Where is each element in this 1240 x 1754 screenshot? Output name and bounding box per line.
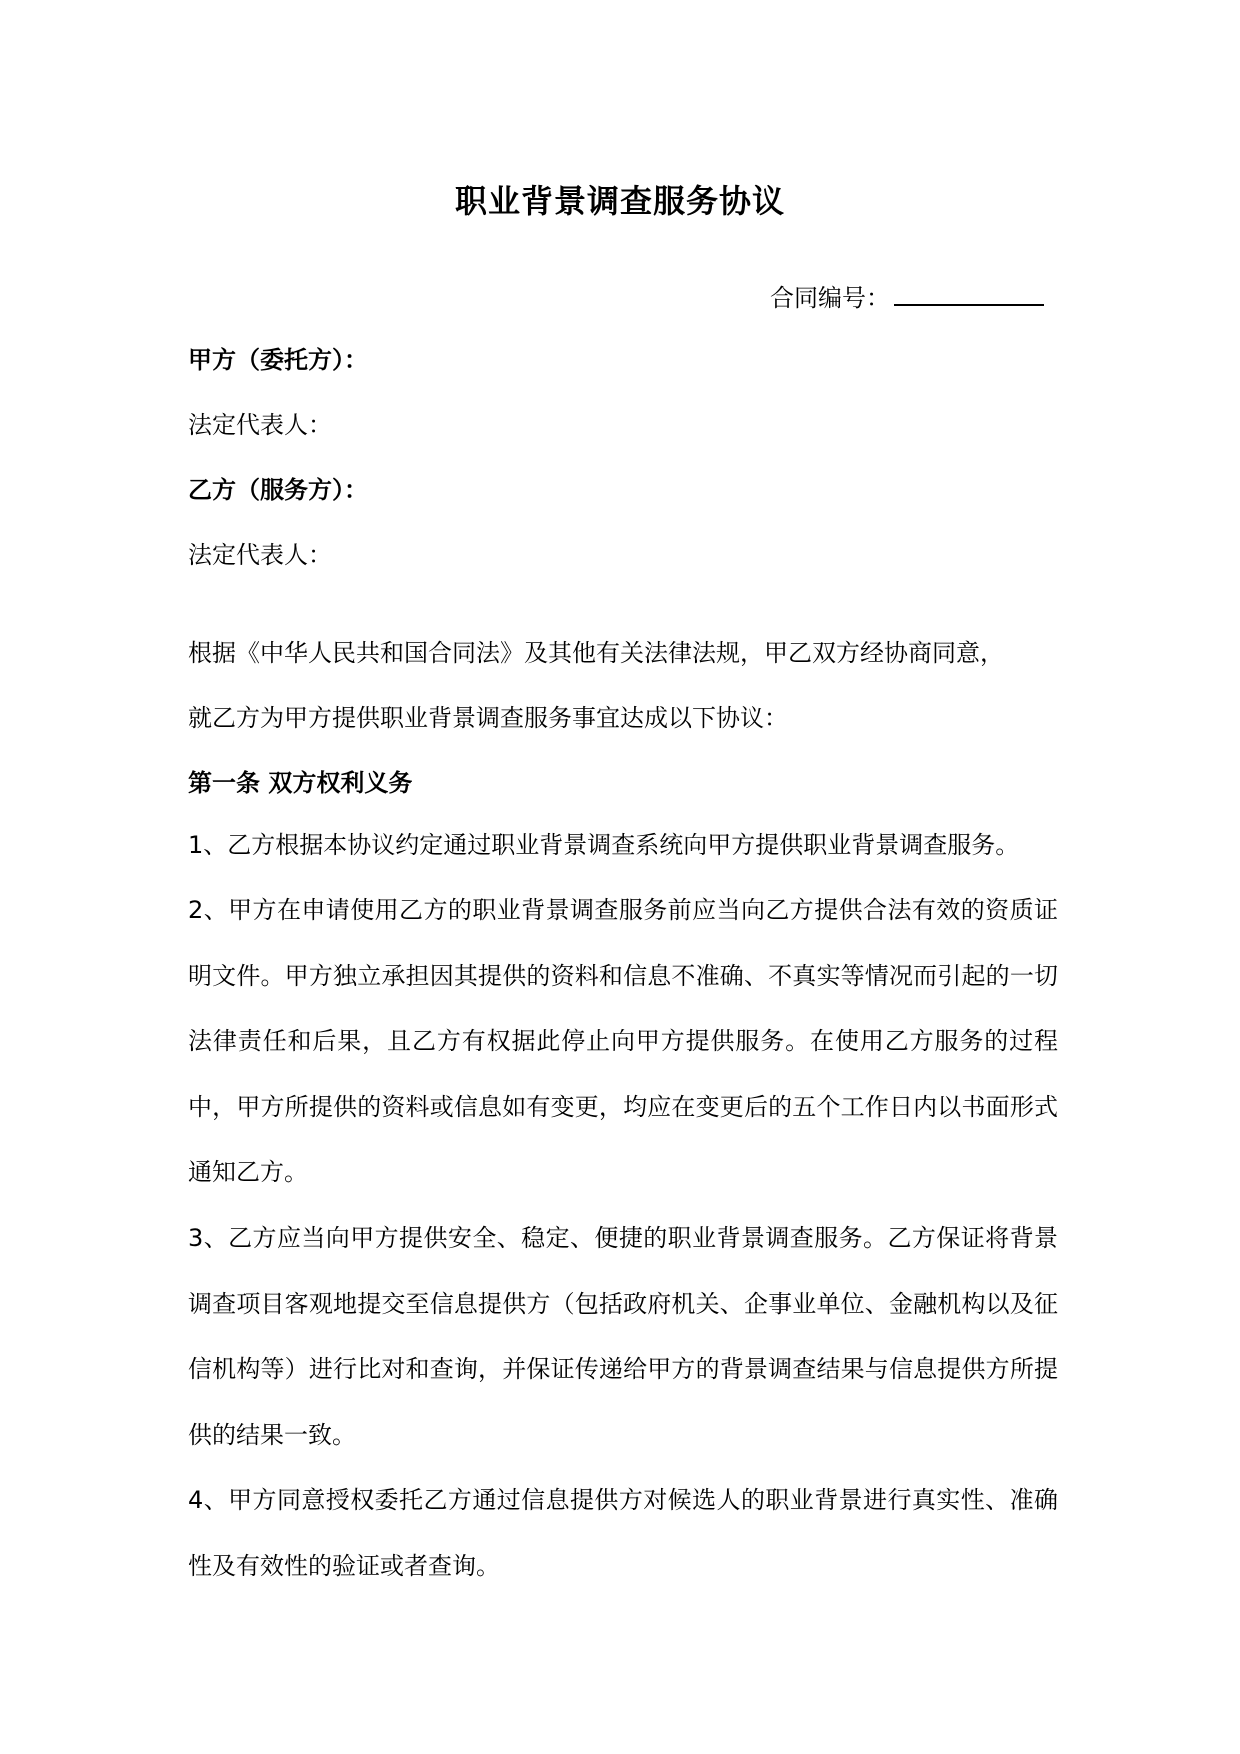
clause-4-text: 4、甲方同意授权委托乙方通过信息提供方对候选人的职业背景进行真实性、准确性及有效性的验证或者查询。 [188, 1486, 1058, 1580]
party-b-rep-label: 法定代表人： [188, 541, 332, 569]
clause-4 [188, 1468, 1058, 1599]
clause-3-text: 3、乙方应当向甲方提供安全、稳定、便捷的职业背景调查服务。乙方保证将背景调查项目客观地提交至信息提供方（包括政府机关、企事业单位、金融机构以及征信机构等）进行比对和查询，并保证传递给甲方的背景调查结果与信息提供方所提供的结果一致。 [188, 1224, 1058, 1449]
clause-2-text: 2、甲方在申请使用乙方的职业背景调查服务前应当向乙方提供合法有效的资质证明文件。甲方独立承担因其提供的资料和信息不准确、不真实等情况而引起的一切法律责任和后果，且乙方有权据此停止向甲方提供服务。在使用乙方服务的过程中，甲方所提供的资料或信息如有变更，均应在变更后的五个工作日内以书面形式通知乙方。 [188, 896, 1058, 1186]
clause-3 [188, 1206, 1058, 1468]
clause-1-text: 1、乙方根据本协议约定通过职业背景调查系统向甲方提供职业背景调查服务。 [188, 831, 1020, 859]
clause-2 [188, 878, 1058, 1206]
contract-number-blank [894, 282, 1044, 306]
clause-1 [188, 813, 1058, 879]
preamble-line-1: 根据《中华人民共和国合同法》及其他有关法律法规，甲乙双方经协商同意， [188, 639, 1004, 667]
contract-number-label: 合同编号： [770, 284, 890, 312]
party-a-heading: 甲方（委托方）： [188, 346, 368, 374]
preamble-line-2: 就乙方为甲方提供职业背景调查服务事宜达成以下协议： [188, 704, 788, 732]
article-1-heading: 第一条 双方权利义务 [188, 769, 413, 797]
party-b-heading: 乙方（服务方）： [188, 476, 368, 504]
contract-number [770, 278, 1044, 313]
party-a-rep-label: 法定代表人： [188, 411, 332, 439]
document-title: 职业背景调查服务协议 [454, 182, 785, 220]
